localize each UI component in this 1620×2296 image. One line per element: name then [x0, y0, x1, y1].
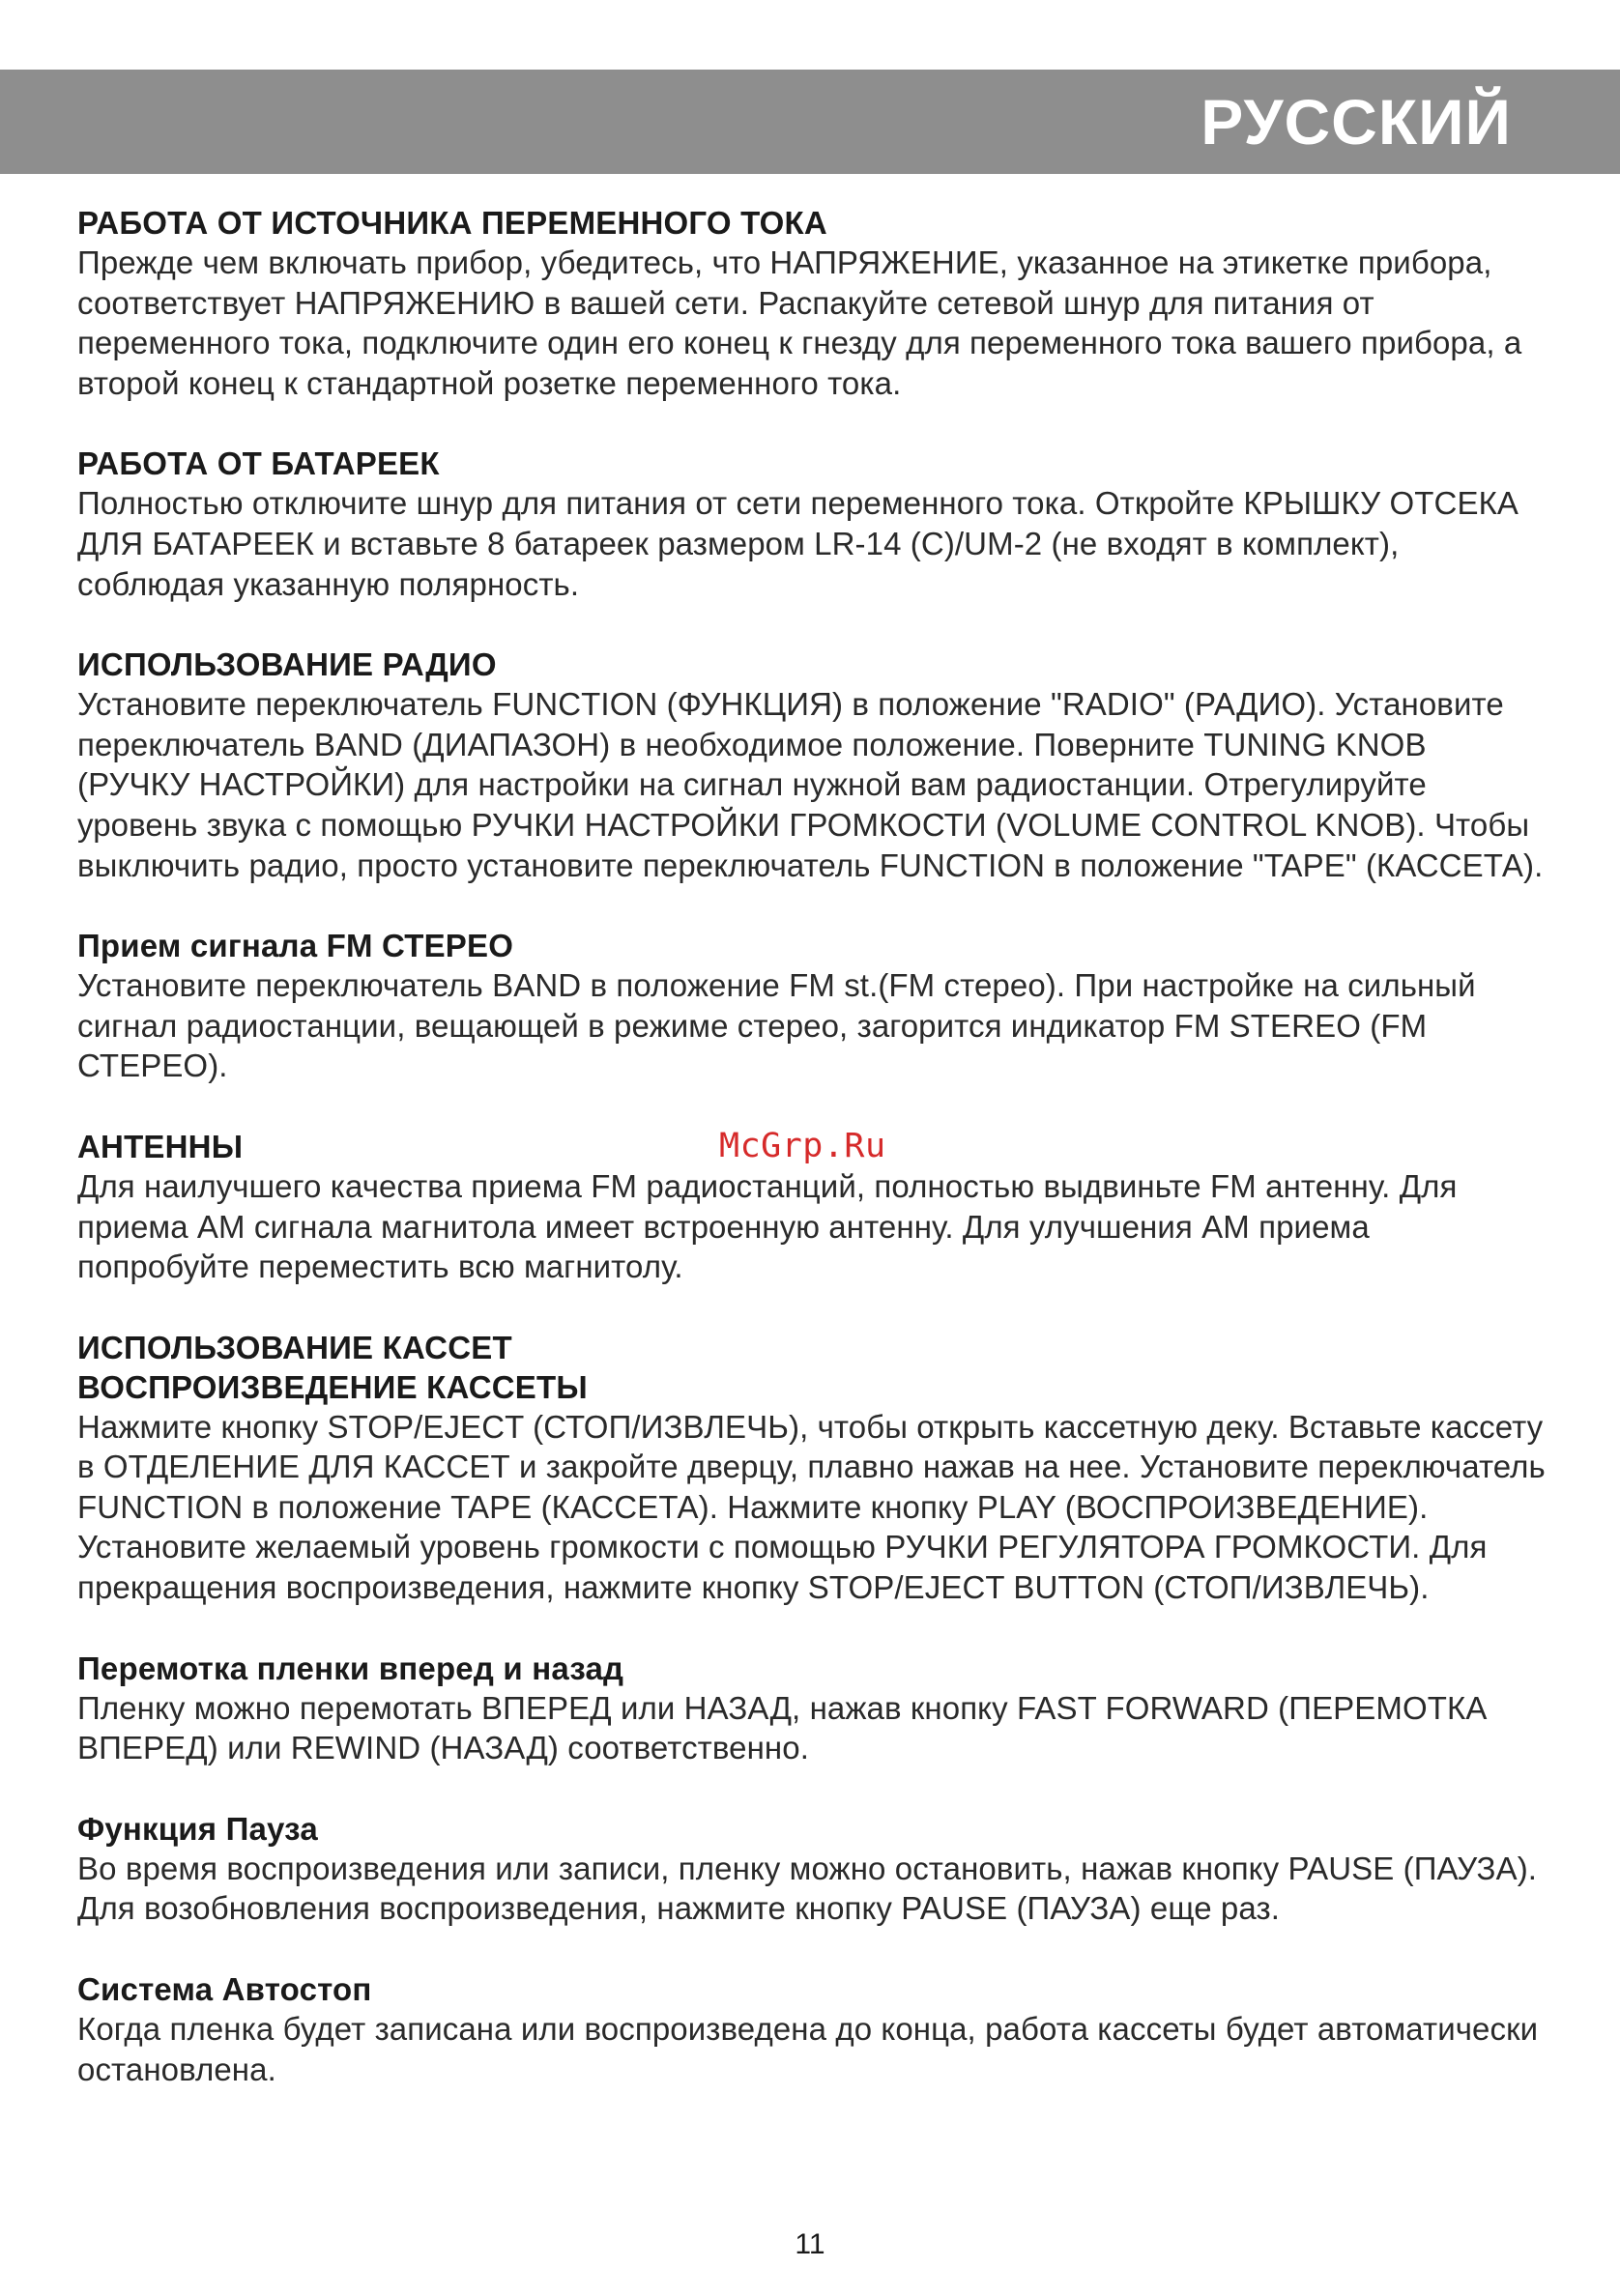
section-heading: Прием сигнала FM СТЕРЕО — [77, 928, 514, 964]
section-heading: ИСПОЛЬЗОВАНИЕ КАССЕТ — [77, 1329, 512, 1365]
section-heading: Функция Пауза — [77, 1810, 318, 1847]
section-body: Пленку можно перемотать ВПЕРЕД или НАЗАД, нажав кнопку FAST FORWARD (ПЕРЕМОТКА ВПЕРЕД) или REWIND (НАЗАД) соответственно. — [77, 1689, 1488, 1766]
section-heading: РАБОТА ОТ ИСТОЧНИКА ПЕРЕМЕННОГО ТОКА — [77, 205, 827, 241]
section-pause — [77, 1809, 1547, 1929]
section-body: Нажмите кнопку STOP/EJECT (СТОП/ИЗВЛЕЧЬ), чтобы открыть кассетную деку. Вставьте кассету в ОТДЕЛЕНИЕ ДЛЯ КАССЕТ и закройте дверцу, плавно нажав на нее. Установите переключатель FUNCTION в положение TAPE (КАССЕТА). Нажмите кнопку PLAY (ВОСПРОИЗВЕДЕНИЕ). Установите желаемый уровень громкости с помощью РУЧКИ РЕГУЛЯТОРА ГРОМКОСТИ. Для прекращения воспроизведения, нажмите кнопку STOP/EJECT BUTTON (СТОП/ИЗВЛЕЧЬ). — [77, 1408, 1546, 1606]
section-cassette — [77, 1328, 1547, 1608]
section-body: Установите переключатель FUNCTION (ФУНКЦИЯ) в положение "RADIO" (РАДИО). Установите переключатель BAND (ДИАПАЗОН) в необходимое положение. Поверните TUNING KNOB (РУЧКУ НАСТРОЙКИ) для настройки на сигнал нужной вам радиостанции. Отрегулируйте уровень звука с помощью РУЧКИ НАСТРОЙКИ ГРОМКОСТИ (VOLUME CONTROL KNOB). Чтобы выключить радио, просто установите переключатель FUNCTION в положение "TAPE" (КАССЕТА). — [77, 686, 1544, 883]
section-body: Прежде чем включать прибор, убедитесь, что НАПРЯЖЕНИЕ, указанное на этикетке прибора, соответствует НАПРЯЖЕНИЮ в вашей сети. Распакуйте сетевой шнур для питания от переменного тока, подключите один его конец к гнезду для переменного тока вашего прибора, а второй конец к стандартной розетке переменного тока. — [77, 244, 1522, 401]
section-body: Во время воспроизведения или записи, пленку можно остановить, нажав кнопку PAUSE (ПАУЗА). Для возобновления воспроизведения, нажмите кнопку PAUSE (ПАУЗА) еще раз. — [77, 1850, 1538, 1927]
section-heading: Перемотка пленки вперед и назад — [77, 1650, 624, 1686]
section-body: Когда пленка будет записана или воспроизведена до конца, работа кассеты будет автоматически остановлена. — [77, 2011, 1539, 2087]
section-ac-power — [77, 203, 1547, 403]
section-body: Установите переключатель BAND в положение FM st.(FM стерео). При настройке на сильный сигнал радиостанции, вещающей в режиме стерео, загорится индикатор FM STEREO (FM СТЕРЕО). — [77, 967, 1476, 1084]
section-fm-stereo — [77, 926, 1547, 1086]
section-heading: ИСПОЛЬЗОВАНИЕ РАДИО — [77, 646, 497, 683]
language-header-bar — [0, 70, 1620, 174]
manual-content — [77, 203, 1547, 2130]
section-subheading: ВОСПРОИЗВЕДЕНИЕ КАССЕТЫ — [77, 1368, 588, 1405]
section-rewind — [77, 1649, 1547, 1768]
section-heading: РАБОТА ОТ БАТАРЕЕК — [77, 445, 440, 482]
section-radio — [77, 645, 1547, 885]
section-battery-power — [77, 444, 1547, 604]
section-autostop — [77, 1969, 1547, 2089]
section-body: Для наилучшего качества приема FM радиостанций, полностью выдвиньте FM антенну. Для приема AM сигнала магнитола имеет встроенную антенну. Для улучшения AM приема попробуйте переместить всю магнитолу. — [77, 1167, 1458, 1285]
page-number: 11 — [795, 2228, 825, 2260]
language-label: РУССКИЙ — [1201, 86, 1512, 158]
section-body: Полностью отключите шнур для питания от сети переменного тока. Откройте КРЫШКУ ОТСЕКА ДЛЯ БАТАРЕЕК и вставьте 8 батареек размером LR-14 (C)/UM-2 (не входят в комплект), соблюдая указанную полярность. — [77, 485, 1519, 602]
section-heading: Система Автостоп — [77, 1971, 372, 2008]
watermark-text: McGrp.Ru — [719, 1127, 886, 1165]
section-heading: АНТЕННЫ — [77, 1128, 244, 1164]
